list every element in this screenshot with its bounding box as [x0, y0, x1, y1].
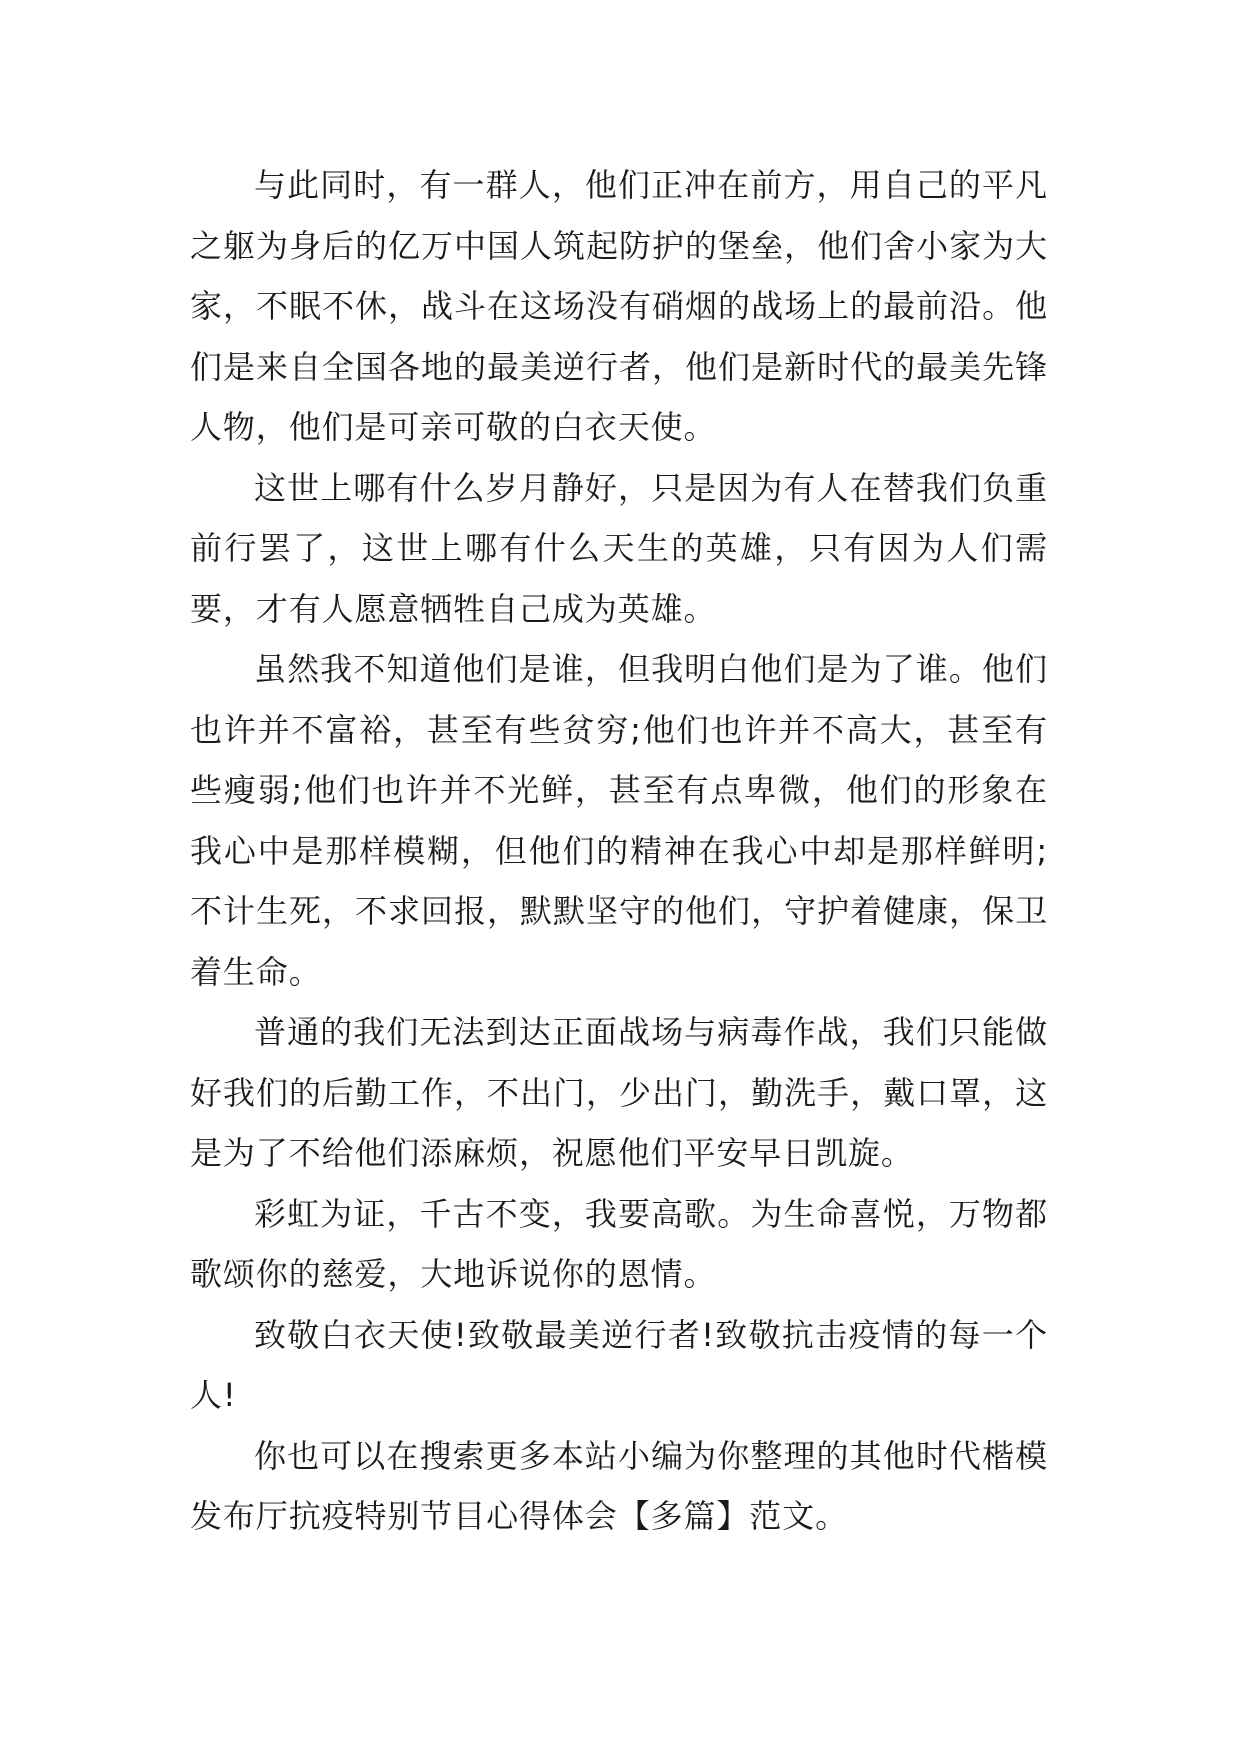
paragraph-3: 虽然我不知道他们是谁，但我明白他们是为了谁。他们也许并不富裕，甚至有些贫穷;他们也许并不高大，甚至有些瘦弱;他们也许并不光鲜，甚至有点卑微，他们的形象在我心中是那样模糊，但他们的精神在我心中却是那样鲜明;不计生死，不求回报，默默坚守的他们，守护着健康，保卫着生命。	[190, 650, 1048, 991]
paragraph-1: 与此同时，有一群人，他们正冲在前方，用自己的平凡之躯为身后的亿万中国人筑起防护的堡垒，他们舍小家为大家，不眠不休，战斗在这场没有硝烟的战场上的最前沿。他们是来自全国各地的最美逆行者，他们是新时代的最美先锋人物，他们是可亲可敬的白衣天使。	[190, 166, 1048, 446]
paragraph-5: 彩虹为证，千古不变，我要高歌。为生命喜悦，万物都歌颂你的慈爱，大地诉说你的恩情。	[190, 1194, 1048, 1293]
paragraph-2: 这世上哪有什么岁月静好，只是因为有人在替我们负重前行罢了，这世上哪有什么天生的英雄，只有因为人们需要，才有人愿意牺牲自己成为英雄。	[190, 468, 1048, 628]
paragraph-4: 普通的我们无法到达正面战场与病毒作战，我们只能做好我们的后勤工作，不出门，少出门，勤洗手，戴口罩，这是为了不给他们添麻烦，祝愿他们平安早日凯旋。	[190, 1013, 1048, 1172]
paragraph-6: 致敬白衣天使!致敬最美逆行者!致敬抗击疫情的每一个人!	[190, 1315, 1048, 1414]
document-body	[190, 155, 1048, 1547]
paragraph-7: 你也可以在搜索更多本站小编为你整理的其他时代楷模发布厅抗疫特别节目心得体会【多篇】范文。	[190, 1436, 1048, 1535]
